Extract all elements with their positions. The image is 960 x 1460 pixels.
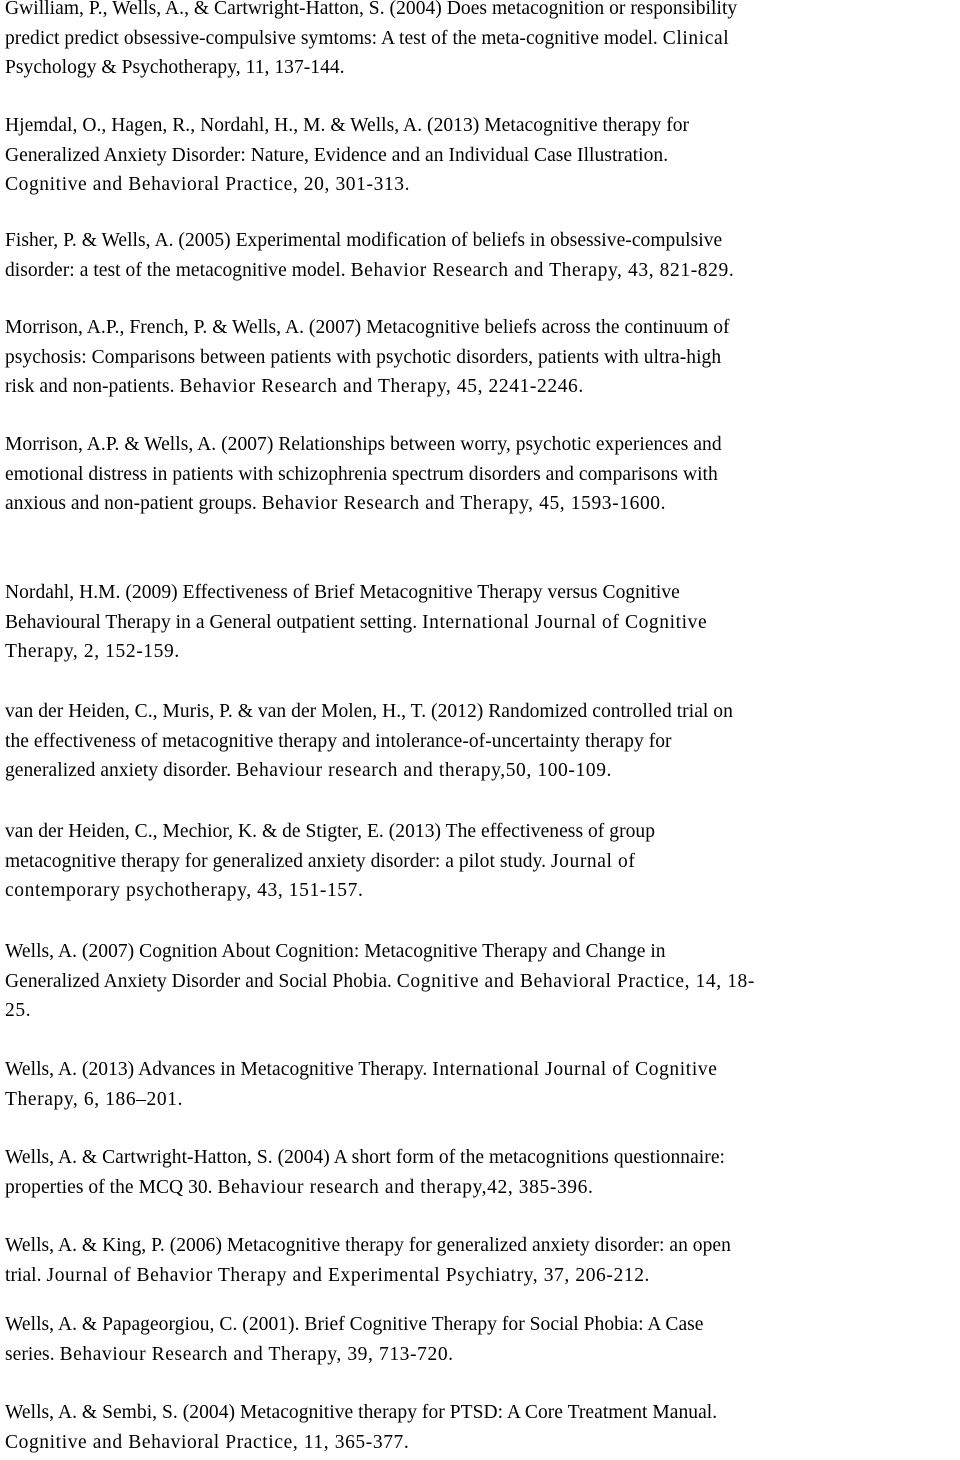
reference-text: Wells, A. & Papageorgiou, C. (2001). Brief Cognitive Therapy for Social Phobia: A Case	[5, 1314, 704, 1335]
reference-text: emotional distress in patients with schizophrenia spectrum disorders and comparisons with	[5, 463, 718, 485]
reference-line	[5, 0, 955, 24]
reference-source: International Journal of Cognitive	[432, 1059, 718, 1080]
reference-line	[5, 727, 955, 757]
reference-line	[5, 313, 955, 343]
reference-text: Gwilliam, P., Wells, A., & Cartwright-Hatton, S. (2004) Does metacognition or responsibility	[5, 0, 738, 19]
reference-text: Fisher, P. & Wells, A. (2005) Experimental modification of beliefs in obsessive-compulsive	[5, 230, 723, 251]
reference-text: psychosis: Comparisons between patients with psychotic disorders, patients with ultra-high	[5, 346, 722, 368]
reference-text: generalized anxiety disorder.	[5, 760, 237, 781]
reference-line	[5, 817, 955, 847]
reference-source: Behavior Research and Therapy, 45, 1593-1600.	[261, 493, 667, 514]
reference-entry	[5, 313, 955, 402]
reference-source: Behavior Research and Therapy, 45, 2241-2246.	[179, 376, 584, 397]
reference-source: Behaviour Research and Therapy, 39, 713-720.	[59, 1343, 454, 1365]
reference-text: the effectiveness of metacognitive therapy and intolerance-of-uncertainty therapy for	[5, 730, 672, 752]
reference-source: Therapy, 6, 186–201.	[5, 1088, 184, 1110]
reference-entry	[5, 817, 955, 906]
reference-text: van der Heiden, C., Muris, P. & van der Molen, H., T. (2012) Randomized controlled trial on	[5, 701, 733, 722]
reference-line	[5, 460, 955, 490]
reference-text: Wells, A. (2007) Cognition About Cognition: Metacognitive Therapy and Change in	[5, 941, 666, 962]
reference-text: Morrison, A.P. & Wells, A. (2007) Relationships between worry, psychotic experiences and	[5, 434, 722, 455]
reference-line	[5, 343, 955, 373]
reference-line	[5, 1340, 955, 1370]
reference-line	[5, 967, 955, 997]
reference-line	[5, 489, 955, 519]
reference-text: risk and non-patients.	[5, 376, 180, 397]
reference-line	[5, 53, 955, 83]
reference-source: Therapy, 2, 152-159.	[5, 641, 180, 662]
reference-source: Cognitive and Behavioral Practice, 20, 301-313.	[5, 174, 411, 195]
reference-text: trial.	[5, 1264, 47, 1286]
reference-line	[5, 1310, 955, 1340]
reference-source: 25.	[5, 1000, 32, 1021]
reference-line	[5, 697, 955, 727]
reference-line	[5, 141, 955, 171]
reference-entry	[5, 697, 955, 786]
reference-source: International Journal of Cognitive	[422, 611, 708, 633]
reference-text: Psychology & Psychotherapy, 11, 137-144.	[5, 57, 345, 78]
reference-source: Behavior Research and Therapy, 43, 821-829.	[350, 259, 735, 281]
reference-text: Wells, A. & Cartwright-Hatton, S. (2004) A short form of the metacognitions questionnaire:	[5, 1147, 725, 1168]
reference-text: Generalized Anxiety Disorder: Nature, Evidence and an Individual Case Illustration.	[5, 144, 669, 166]
reference-text: Hjemdal, O., Hagen, R., Nordahl, H., M. & Wells, A. (2013) Metacognitive therapy for	[5, 115, 690, 136]
reference-entry	[5, 1055, 955, 1114]
reference-text: Nordahl, H.M. (2009) Effectiveness of Brief Metacognitive Therapy versus Cognitive	[5, 582, 680, 603]
reference-line	[5, 430, 955, 460]
reference-source: Journal of Behavior Therapy and Experimental Psychiatry, 37, 206-212.	[46, 1264, 651, 1286]
reference-text: anxious and non-patient groups.	[5, 493, 262, 514]
reference-line	[5, 876, 955, 906]
reference-text: predict predict obsessive-compulsive symtoms: A test of the meta-cognitive model.	[5, 27, 663, 49]
reference-entry	[5, 1310, 955, 1369]
reference-line	[5, 1173, 955, 1203]
reference-entry	[5, 226, 955, 285]
reference-source: Journal of	[550, 850, 636, 872]
reference-line	[5, 847, 955, 877]
reference-source: Behaviour research and therapy,50, 100-109.	[236, 760, 613, 781]
reference-line	[5, 1398, 955, 1428]
reference-line	[5, 1261, 955, 1291]
reference-text: Behavioural Therapy in a General outpatient setting.	[5, 611, 423, 633]
reference-text: disorder: a test of the metacognitive model.	[5, 259, 351, 281]
reference-line	[5, 256, 955, 286]
reference-text: Morrison, A.P., French, P. & Wells, A. (2007) Metacognitive beliefs across the continuum of	[5, 317, 730, 338]
reference-line	[5, 1085, 955, 1115]
reference-line	[5, 226, 955, 256]
reference-source: Clinical	[662, 27, 730, 49]
reference-text: series.	[5, 1343, 60, 1365]
reference-line	[5, 578, 955, 608]
reference-line	[5, 372, 955, 402]
reference-line	[5, 111, 955, 141]
reference-entry	[5, 1231, 955, 1290]
reference-entry	[5, 1398, 955, 1457]
reference-entry	[5, 578, 955, 667]
reference-text: properties of the MCQ 30.	[5, 1176, 218, 1198]
reference-text: Generalized Anxiety Disorder and Social Phobia.	[5, 970, 397, 992]
reference-line	[5, 170, 955, 200]
reference-entry	[5, 1143, 955, 1202]
reference-line	[5, 1055, 955, 1085]
reference-line	[5, 756, 955, 786]
reference-entry	[5, 111, 955, 200]
reference-line	[5, 608, 955, 638]
reference-text: Wells, A. & King, P. (2006) Metacognitive therapy for generalized anxiety disorder: an open	[5, 1235, 731, 1256]
reference-source: Cognitive and Behavioral Practice, 11, 365-377.	[5, 1431, 410, 1453]
reference-line	[5, 1231, 955, 1261]
reference-line	[5, 1428, 955, 1458]
reference-entry	[5, 0, 955, 83]
reference-entry	[5, 937, 955, 1026]
reference-line	[5, 996, 955, 1026]
reference-source: Behaviour research and therapy,42, 385-396.	[217, 1176, 594, 1198]
reference-line	[5, 24, 955, 54]
reference-line	[5, 637, 955, 667]
reference-source: contemporary psychotherapy, 43, 151-157.	[5, 880, 364, 901]
reference-line	[5, 1143, 955, 1173]
reference-text: Wells, A. & Sembi, S. (2004) Metacognitive therapy for PTSD: A Core Treatment Manual.	[5, 1402, 718, 1423]
reference-text: Wells, A. (2013) Advances in Metacognitive Therapy.	[5, 1059, 433, 1080]
reference-text: van der Heiden, C., Mechior, K. & de Stigter, E. (2013) The effectiveness of group	[5, 821, 656, 842]
reference-line	[5, 937, 955, 967]
reference-entry	[5, 430, 955, 519]
reference-text: metacognitive therapy for generalized anxiety disorder: a pilot study.	[5, 850, 551, 872]
reference-source: Cognitive and Behavioral Practice, 14, 18-	[396, 970, 755, 992]
